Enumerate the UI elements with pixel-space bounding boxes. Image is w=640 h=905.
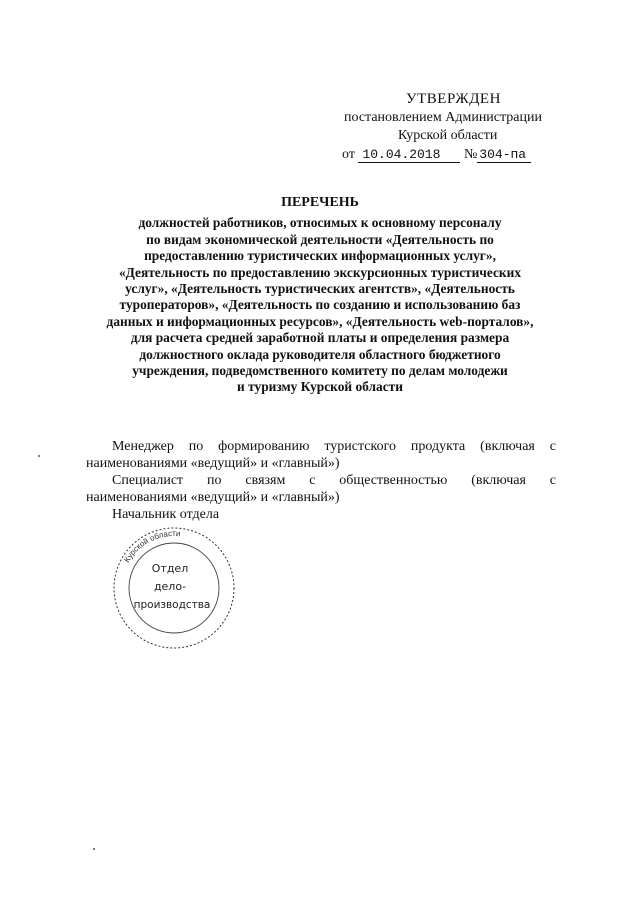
document-heading	[80, 195, 560, 396]
list-item: Начальник отдела	[112, 507, 220, 522]
department-stamp	[108, 522, 240, 654]
approval-number: 304-па	[477, 147, 531, 163]
approval-region: Курской области	[398, 128, 498, 143]
heading-line: туроператоров», «Деятельность по созданию и использованию баз	[119, 297, 521, 313]
positions-list	[86, 438, 556, 523]
heading-line: «Деятельность по предоставлению экскурсионных туристических	[118, 264, 522, 280]
scan-speck	[38, 455, 40, 457]
heading-line: и туризму Курской области	[237, 379, 403, 395]
approval-issuer: постановлением Администрации	[344, 110, 542, 125]
position-continuation: наименованиями «ведущий» и «главный»)	[86, 490, 340, 505]
heading-line: должностей работников, относимых к основному персоналу	[138, 215, 502, 231]
heading-line: услуг», «Деятельность туристических агентств», «Деятельность	[125, 281, 515, 297]
position-continuation: наименованиями «ведущий» и «главный»)	[86, 456, 340, 471]
heading-line: для расчета средней заработной платы и определения размера	[130, 330, 510, 346]
approval-date: 10.04.2018	[358, 147, 460, 163]
stamp-line: дело-	[153, 580, 187, 593]
heading-line: по видам экономической деятельности «Деятельность по	[146, 231, 494, 247]
heading-line: учреждения, подведомственного комитету по делам молодежи	[132, 363, 508, 379]
list-item	[86, 472, 556, 506]
approval-date-line	[342, 146, 531, 164]
position-first-line: Менеджер по формированию туристского продукта (включая с	[112, 439, 556, 454]
stamp-ring-text: Курской области	[122, 528, 181, 564]
position-first-line: Специалист по связям с общественностью (включая с	[112, 473, 556, 488]
approval-title: УТВЕРЖДЕН	[406, 91, 501, 107]
date-prefix: от	[342, 147, 355, 162]
heading-line: данных и информационных ресурсов», «Деятельность web-порталов»,	[106, 313, 534, 329]
list-item	[86, 438, 556, 472]
stamp-line: производства	[133, 599, 211, 611]
document-title: ПЕРЕЧЕНЬ	[281, 195, 359, 210]
scan-speck	[93, 848, 95, 850]
heading-line: предоставлению туристических информационных услуг»,	[144, 248, 496, 264]
number-prefix: №	[463, 147, 478, 162]
stamp-line: Отдел	[151, 562, 189, 575]
heading-line: должностного оклада руководителя областного бюджетного	[139, 346, 501, 362]
